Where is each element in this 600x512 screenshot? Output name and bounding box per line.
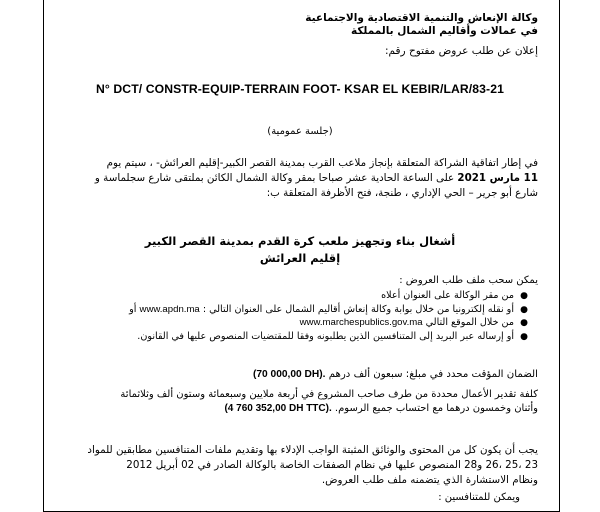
intro-line3: شارع أبو جرير – الحي الإداري ، طنجة، فتح الأظرفة المتعلقة ب: — [266, 187, 538, 199]
list-item: ● من خلال الموقع التالي www.marchespublics.gov.ma — [299, 317, 528, 328]
estimate-line2: وأثنان وخمسون درهما مع احتساب جميع الرسوم. (4 760 352,00 DH TTC). — [224, 403, 538, 414]
list-item: ● من مقر الوكالة على العنوان أعلاه — [381, 290, 528, 301]
estimate-paragraph — [62, 388, 538, 416]
intro-line2-rest: على الساعة الحادية عشر صباحا بمقر وكالة الشمال الكائن بملتقى شارع سجلماسة و — [94, 172, 458, 184]
marchespublics-link[interactable]: www.marchespublics.gov.ma — [299, 317, 423, 328]
agency-header — [238, 12, 538, 38]
bullet-icon: ● — [520, 291, 528, 301]
estimate-line1: كلفة تقدير الأعمال محددة من طرف صاحب المشروع في أربعة ملايين وسبعمائة وستون ألف وثلاثمائة — [120, 389, 538, 400]
agency-name-line1: وكالة الإنعاش والتنمية الاقتصادية والاجتماعية — [305, 12, 538, 24]
intro-line1: في إطار اتفاقية الشراكة المتعلقة بإنجاز ملاعب القرب بمدينة القصر الكبير-إقليم العرائش- ، سيتم يوم — [106, 157, 538, 169]
apdn-link[interactable]: www.apdn.ma — [139, 303, 200, 315]
closing-line: ويمكن للمتنافسين : — [438, 492, 520, 503]
tender-reference: N° DCT/ CONSTR-EQUIP-TERRAIN FOOT- KSAR EL KEBIR/LAR/83-21 — [96, 82, 504, 96]
bullet-icon: ● — [520, 318, 528, 328]
conformity-line1: يجب أن يكون كل من المحتوى والوثائق المثبتة الواجب الإدلاء بها وتقديم ملفات المتنافسين مطابقين للمواد — [87, 444, 538, 456]
intro-line2 — [62, 171, 538, 186]
opening-date: 11 مارس 2021 — [457, 172, 538, 184]
list-item: ● أو إرساله عبر البريد إلى المتنافسين الذين يطلبونه وفقا للمقتضيات المنصوص عليها في القانون. — [137, 330, 528, 342]
guarantee-amount: (70 000,00 DH). — [252, 369, 326, 380]
bullet-icon: ● — [520, 304, 528, 315]
conformity-line3: ونظام الاستشارة الذي يتضمنه ملف طلب العروض. — [321, 474, 538, 486]
conformity-paragraph — [62, 443, 538, 488]
intro-paragraph — [62, 156, 538, 201]
project-title — [0, 233, 600, 267]
guarantee-line: الضمان المؤقت محدد في مبلغ: سبعون ألف درهم (70 000,00 DH). — [252, 369, 538, 380]
project-title-line2: إقليم العرائش — [259, 251, 341, 265]
agency-name-line2: في عمالات وأقاليم الشمال بالمملكة — [350, 25, 538, 37]
project-title-line1: أشغال بناء وتجهيز ملعب كرة القدم بمدينة القصر الكبير — [144, 234, 456, 248]
estimate-amount: (4 760 352,00 DH TTC). — [224, 403, 332, 414]
withdrawal-list — [62, 290, 528, 344]
list-item: ● أو نقله إلكترونيا من خلال بوابة وكالة إنعاش أقاليم الشمال على العنوان التالي : www.apdn.ma أو — [129, 303, 528, 315]
session-type: (جلسة عمومية) — [267, 126, 333, 137]
conformity-line2: 23 ،25 ،26 و28 المنصوص عليها في نظام الصفقات الخاصة بالوكالة الصادر في 02 أبريل 2012 — [126, 459, 538, 471]
withdrawal-intro: يمكن سحب ملف طلب العروض : — [399, 275, 538, 286]
bullet-icon: ● — [520, 331, 528, 342]
announcement-heading: إعلان عن طلب عروض مفتوح رقم: — [385, 45, 538, 57]
